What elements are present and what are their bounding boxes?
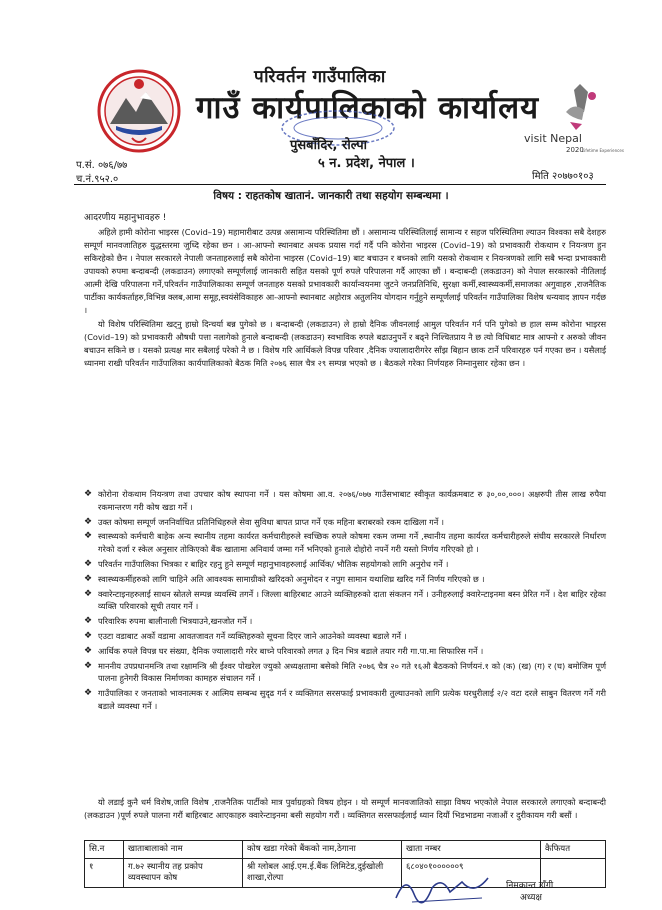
- letter-date: मिति २०७७०१०३: [532, 171, 594, 182]
- diamond-bullet-icon: ❖: [84, 630, 93, 641]
- office-title: गाउँ कार्यपालिकाको कार्यालय: [196, 90, 540, 126]
- decision-item: ❖ स्वास्थ्यको कर्मचारी बाहेक अन्य स्थानीय तहमा कार्यरत कर्मचारीहरुले स्वच्छिक रुपले कोषमा रकम जम्मा गर्ने ,स्थानीय तहमा कार्यरत कर्मचारीहरुले संघीय सरकारले निर्धारण गरेको दर्जा र स्केल अनुसार तोकिएको बैंक खातामा अनिवार्य जम्मा गर्ने भनिएको हुनाले दोहोरो नपर्ने गरी यस्तो निर्णय गरिएको हो ।: [84, 531, 606, 555]
- diamond-bullet-icon: ❖: [84, 588, 93, 599]
- decision-item: ❖ कोरोना रोकथाम नियन्त्रण तथा उपचार कोष स्थापना गर्ने । यस कोषमा आ.व. २०७६/०७७ गाउँसभाबाट स्वीकृत कार्यक्रमबाट रु ३०,००,०००। अक्षरुपी तीस लाख रुपैया रकमान्तरण गरी कोष खडा गर्ने ।: [84, 489, 606, 512]
- diamond-bullet-icon: ❖: [84, 616, 93, 627]
- province-line: ५ न. प्रदेश, नेपाल ।: [318, 156, 415, 171]
- office-address: पुसबाँदिर, रोल्पा: [290, 138, 368, 153]
- col-remarks: कैफियत: [541, 841, 606, 859]
- col-account-number: खाता नम्बर: [402, 841, 541, 859]
- closing-paragraph: यो लडाई कुनै धर्म विशेष,जाति विशेष ,राजनैतिक पार्टीको मात्र पुर्वाग्रहको विषय होइन । यो सम्पूर्ण मानवजातिको साझा विषय भएकोले नेपाल सरकारले लगाएको बन्दाबन्दी (लकडाउन )पूर्ण रुपले पालना गरौं बाहिरबाट आएकाहरु क्वारेन्टाइनमा बसी सहयोग गरौं । व्यक्तिगत सरसफाईलाई ध्यान दियौं भिडभाडमा नजाऔं र दुरीकायम गरी बसौं ।: [84, 797, 606, 820]
- signature-icon: [392, 868, 502, 906]
- diamond-bullet-icon: ❖: [84, 516, 93, 527]
- col-serial: सि.न: [85, 841, 124, 859]
- reference-number: प.सं. ०७६/७७: [76, 160, 128, 171]
- nepal-emblem-icon: [96, 68, 182, 154]
- visit-nepal-logo-icon: [522, 82, 624, 160]
- cell-serial: १: [85, 859, 124, 888]
- diamond-bullet-icon: ❖: [84, 688, 93, 699]
- decision-item: ❖ आर्थिक रुपले विपन्न घर संख्या, दैनिक ज्यालादारी गरेर बाच्ने परिवारको लगत ३ दिन भित्र बडाले तयार गरी गा.पा.मा सिफारिस गर्ने ।: [84, 645, 484, 656]
- diamond-bullet-icon: ❖: [84, 558, 93, 569]
- visit-nepal-tagline: Lifetime Experiences: [582, 148, 624, 153]
- diamond-bullet-icon: ❖: [84, 645, 93, 656]
- cell-account-number: ६८०४०१००००००९: [402, 859, 541, 888]
- salutation: आदरणीय महानुभावहरु !: [84, 213, 167, 223]
- municipality-name: परिवर्तन गाउँपालिका: [254, 67, 386, 87]
- decision-item: ❖ स्वास्थ्यकर्मीहरुको लागि चाहिने अति आवश्यक सामाग्रीको खरिदको अनुमोदन र नपुग सामान यथाशिघ्र खरिद गर्ने निर्णय गरिएको छ ।: [84, 573, 485, 584]
- letter-subject: विषय : राहतकोष खातानं. जानकारी तथा सहयोग सम्बन्धमा ।: [213, 190, 449, 202]
- cell-bank-name: श्री ग्लोबल आई.एम.ई.बैंक लिमिटेड,दुईखोली शाखा,रोल्पा: [243, 859, 402, 888]
- decision-item: ❖ एउटा वडाबाट अर्को वडामा आवतजावत गर्ने व्यक्तिहरुको सूचना दिएर जाने आउनेको व्यवस्था बडाले गर्ने ।: [84, 630, 407, 641]
- decision-item: ❖ क्वारेन्टाइनहरुलाई साधन स्रोतले सम्पन्न व्यवस्थि तगर्ने । जिल्ला बाहिरबाट आउने व्यक्तिहरुको दाता संकलन गर्ने । उनीहरुलाई क्वारेन्टाइनमा बस्न प्रेरित गर्ने । देश बाहिर रहेका व्यक्ति परिवारको सूची तयार गर्ने ।: [84, 588, 606, 612]
- body-paragraph: यो विशेष परिस्थितिमा खट्नु हाम्रो दिन्चर्या बन्न पुगेको छ । बन्दाबन्दी (लकडाउन) ले हाम्रो दैनिक जीवनलाई आमुल परिवर्तन गर्न पनि पुगेको छ हाल सम्म कोरोना भाइरस (Covid–19) को प्रभावकारी औषधी पत्ता नलागेको हुनाले बन्दाबन्दी (लकडाउन) स्वभाविक रुपले बढाउनुपर्ने र बढ्ने निश्चितप्राय नै छ त्यो विधिबाट मात्र आफ्नो र अरुको जीवन बचाउन सकिने छ । यसको प्रत्यक्ष मार सबैलाई परेको नै छ । विशेष गरि आर्थिकले विपन्न परिवार ,दैनिक ज्यालादारीगरेर साँझ बिहान छाक टार्ने परिवारहरु पर्न गएका छन । यसैलाई ध्यानमा राखी परिवर्तन गाउँपालिका कार्यपालिकाको बैठक मिति २०७६ साल चैत्र २९ सम्पन्न भएको छ । बैठकले गरेका निर्णयहरु निम्नानुसार रहेका छन ।: [84, 319, 606, 368]
- header-divider: [74, 184, 606, 185]
- body-paragraph: अहिले हामी कोरोना भाइरस (Covid–19) महामारीबाट उत्पन्न असामान्य परिस्थितिमा छौं । असामान्य परिस्थितिलाई सामान्य र सहज परिस्थितिमा ल्याउन विश्वका सबै देशहरु सम्पूर्ण मानवजातिहरु युद्धस्तरमा जुध्दि रहेका छन । आ-आफ्नो स्थानबाट अथक प्रयास गर्दा गर्दै पनि कोरोना भाइरस (Covid–19) को प्रभावकारी रोकथाम र नियन्त्रण हुन सकिरहेको छैन । नेपाल सरकारले नेपाली जनताहरुलाई सबै कोरोना भाइरस (Covid–19) बाट बचाउन र बच्नको लागि यसको रोकथाम र नियन्त्रणको लागि सबै भन्दा प्रभावकारी उपायको रुपमा बन्दाबन्दी (लकडाउन) लगाएको सम्पूर्णलाई जानकारी सहित यसको पूर्ण रुपले परिपालना गर्दै आएका छौं । बन्दाबन्दी (लकडाउन) को नेपाल सरकारको नीतिलाई आत्मी देखि परिपालना गर्ने,परिवर्तन गाउँपालिकाका सम्पूर्ण जनताहरु यसको प्रभावकारी कार्यान्वयनमा जुटने जनप्रतिनिधि, सुरक्षा कर्मी,स्वास्थ्यकर्मी,समाजका अगुवाहरु ,राजनैतिक पार्टीका कार्यकर्ताहरु,विभिन्न क्लब,आमा समूह,स्वयंसेविकाहरु आ-आफ्नो स्थानबाट अहोरात्र अतुलनिय योगदान गर्नुहुने सम्पूर्णलाई परिवर्तन गाउँपालिका विशेष धन्यवाद ज्ञापन गर्दछ ।: [84, 227, 606, 315]
- diamond-bullet-icon: ❖: [84, 531, 93, 542]
- decision-item: ❖ उक्त कोषमा सम्पूर्ण जननिर्वाचित प्रतिनिधिहरुले सेवा सुविधा बापत प्राप्त गर्ने एक महिना बराबरको रकम दाखिला गर्ने ।: [84, 516, 445, 527]
- dispatch-number: च.नं.९५२.०: [76, 174, 119, 185]
- visit-nepal-text: visit Nepal: [524, 132, 582, 145]
- table-header-row: [85, 841, 606, 859]
- decision-list: [84, 488, 606, 715]
- diamond-bullet-icon: ❖: [84, 489, 93, 499]
- signatory-name: निमकान्त डाँगी: [506, 881, 554, 891]
- col-bank-name: कोष खडा गरेको बैंकको नाम,ठेगाना: [243, 841, 402, 859]
- cell-account-name: ग.७२ स्थानीय तह प्रकोप व्यवस्थापन कोष: [124, 859, 243, 888]
- visit-nepal-year: 2020: [566, 146, 584, 154]
- decision-item: ❖ परिवर्तन गाउँपालिका भित्रका र बाहिर रहनु हुने सम्पूर्ण महानुभावहरुलाई आर्थिक/ भौतिक सहयोगको लागि अनुरोध गर्ने ।: [84, 558, 449, 569]
- letter-body: [84, 226, 606, 371]
- col-account-name: खाताबालाको नाम: [124, 841, 243, 859]
- decision-item: ❖ माननीय उपप्रधानमन्त्रि तथा रक्षामन्त्रि श्री ईश्वर पोखरेल ज्युको अध्यक्षतामा बसेको मिति २०७६ चैत्र २० गते १६औ बैठकको निर्णयनं.१ को (क) (ख) (ग) र (घ) बमोजिम पूर्ण पालना हुनेगरी विकास निर्माणका कामहरु संचालन गर्ने ।: [84, 660, 606, 684]
- diamond-bullet-icon: ❖: [84, 660, 93, 671]
- decision-item: ❖ गाउँपालिका र जनताको भावनात्मक र आत्मिय सम्बन्ध सुदृढ गर्न र व्यक्तिगत सरसफाई प्रभावकारी तुल्याउनको लागि प्रत्येक घरधुरीलाई २/२ वटा दरले साबुन वितरण गर्ने गरी बडाले व्यवस्था गर्ने ।: [84, 688, 606, 711]
- diamond-bullet-icon: ❖: [84, 573, 93, 584]
- signatory-post: अध्यक्ष: [520, 893, 542, 903]
- decision-item: ❖ परिवारिक रुपमा बालीनाली भित्रयाउने,खनजोत गर्ने ।: [84, 616, 253, 627]
